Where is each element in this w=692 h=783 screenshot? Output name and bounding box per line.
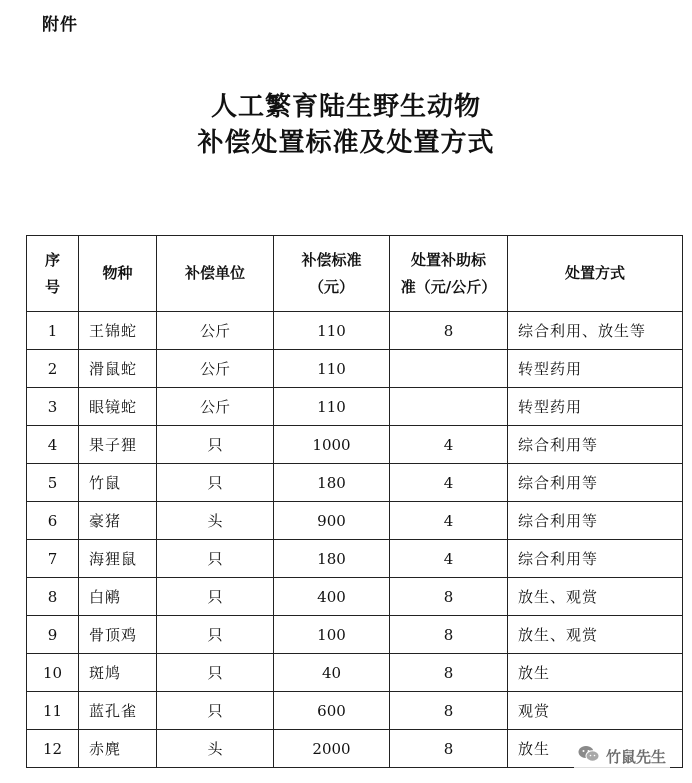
cell-standard: 110 <box>274 312 390 350</box>
cell-unit: 头 <box>157 730 274 768</box>
cell-unit: 只 <box>157 616 274 654</box>
cell-unit: 只 <box>157 464 274 502</box>
table-row <box>27 692 683 730</box>
cell-no: 8 <box>27 578 79 616</box>
cell-method: 放生、观赏 <box>508 578 683 616</box>
cell-method: 转型药用 <box>508 350 683 388</box>
compensation-table <box>26 235 683 768</box>
cell-subsidy: 8 <box>390 578 508 616</box>
cell-method: 综合利用等 <box>508 502 683 540</box>
header-unit: 补偿单位 <box>157 236 274 312</box>
cell-unit: 公斤 <box>157 350 274 388</box>
table-row <box>27 616 683 654</box>
cell-unit: 只 <box>157 426 274 464</box>
table-body <box>27 312 683 768</box>
cell-standard: 180 <box>274 464 390 502</box>
table-row <box>27 502 683 540</box>
cell-species: 眼镜蛇 <box>79 388 157 426</box>
cell-unit: 只 <box>157 578 274 616</box>
cell-no: 1 <box>27 312 79 350</box>
cell-subsidy: 4 <box>390 426 508 464</box>
cell-no: 6 <box>27 502 79 540</box>
cell-unit: 只 <box>157 654 274 692</box>
table-row <box>27 464 683 502</box>
cell-method: 转型药用 <box>508 388 683 426</box>
cell-subsidy: 8 <box>390 692 508 730</box>
cell-subsidy: 4 <box>390 540 508 578</box>
table-header-row <box>27 236 683 312</box>
watermark <box>574 743 670 769</box>
table-row <box>27 312 683 350</box>
cell-standard: 40 <box>274 654 390 692</box>
cell-species: 赤麂 <box>79 730 157 768</box>
cell-species: 蓝孔雀 <box>79 692 157 730</box>
cell-standard: 2000 <box>274 730 390 768</box>
cell-standard: 100 <box>274 616 390 654</box>
cell-unit: 只 <box>157 692 274 730</box>
header-no-line-2: 号 <box>44 277 60 296</box>
header-species: 物种 <box>79 236 157 312</box>
cell-standard: 400 <box>274 578 390 616</box>
cell-method: 综合利用等 <box>508 464 683 502</box>
cell-method: 放生、观赏 <box>508 616 683 654</box>
cell-subsidy <box>390 350 508 388</box>
table-row <box>27 540 683 578</box>
cell-species: 果子狸 <box>79 426 157 464</box>
cell-unit: 公斤 <box>157 388 274 426</box>
document-title-line-2: 补偿处置标准及处置方式 <box>197 128 495 158</box>
cell-standard: 900 <box>274 502 390 540</box>
header-no-line-1: 序 <box>44 250 60 269</box>
cell-standard: 110 <box>274 350 390 388</box>
cell-subsidy <box>390 388 508 426</box>
cell-species: 滑鼠蛇 <box>79 350 157 388</box>
header-standard-line-2: （元） <box>308 277 354 296</box>
cell-no: 5 <box>27 464 79 502</box>
cell-method: 放生 <box>508 730 683 768</box>
header-no <box>27 236 79 312</box>
cell-unit: 公斤 <box>157 312 274 350</box>
table-row <box>27 578 683 616</box>
cell-species: 王锦蛇 <box>79 312 157 350</box>
table-row <box>27 350 683 388</box>
cell-no: 4 <box>27 426 79 464</box>
cell-no: 11 <box>27 692 79 730</box>
cell-unit: 只 <box>157 540 274 578</box>
attachment-label: 附件 <box>42 15 78 35</box>
cell-no: 9 <box>27 616 79 654</box>
cell-species: 海狸鼠 <box>79 540 157 578</box>
cell-method: 综合利用等 <box>508 426 683 464</box>
cell-species: 骨顶鸡 <box>79 616 157 654</box>
cell-method: 观赏 <box>508 692 683 730</box>
cell-subsidy: 8 <box>390 730 508 768</box>
header-standard-line-1: 补偿标准 <box>301 250 362 269</box>
cell-no: 3 <box>27 388 79 426</box>
header-subsidy-line-2: 准（元/公斤） <box>400 277 497 296</box>
cell-method: 综合利用、放生等 <box>508 312 683 350</box>
cell-no: 2 <box>27 350 79 388</box>
cell-method: 放生 <box>508 654 683 692</box>
cell-subsidy: 4 <box>390 464 508 502</box>
header-method: 处置方式 <box>508 236 683 312</box>
cell-species: 白鹇 <box>79 578 157 616</box>
cell-subsidy: 8 <box>390 654 508 692</box>
cell-no: 12 <box>27 730 79 768</box>
header-subsidy <box>390 236 508 312</box>
document-title-line-1: 人工繁育陆生野生动物 <box>210 92 481 122</box>
cell-method: 综合利用等 <box>508 540 683 578</box>
cell-standard: 600 <box>274 692 390 730</box>
header-subsidy-line-1: 处置补助标 <box>410 250 486 269</box>
cell-species: 斑鸠 <box>79 654 157 692</box>
cell-standard: 1000 <box>274 426 390 464</box>
cell-standard: 110 <box>274 388 390 426</box>
header-standard <box>274 236 390 312</box>
cell-standard: 180 <box>274 540 390 578</box>
table-row <box>27 388 683 426</box>
cell-species: 竹鼠 <box>79 464 157 502</box>
table-row <box>27 654 683 692</box>
cell-no: 7 <box>27 540 79 578</box>
cell-unit: 头 <box>157 502 274 540</box>
wechat-icon <box>578 745 600 767</box>
cell-no: 10 <box>27 654 79 692</box>
cell-subsidy: 4 <box>390 502 508 540</box>
watermark-text: 竹鼠先生 <box>605 747 666 766</box>
cell-species: 豪猪 <box>79 502 157 540</box>
table-row <box>27 426 683 464</box>
cell-subsidy: 8 <box>390 616 508 654</box>
cell-subsidy: 8 <box>390 312 508 350</box>
